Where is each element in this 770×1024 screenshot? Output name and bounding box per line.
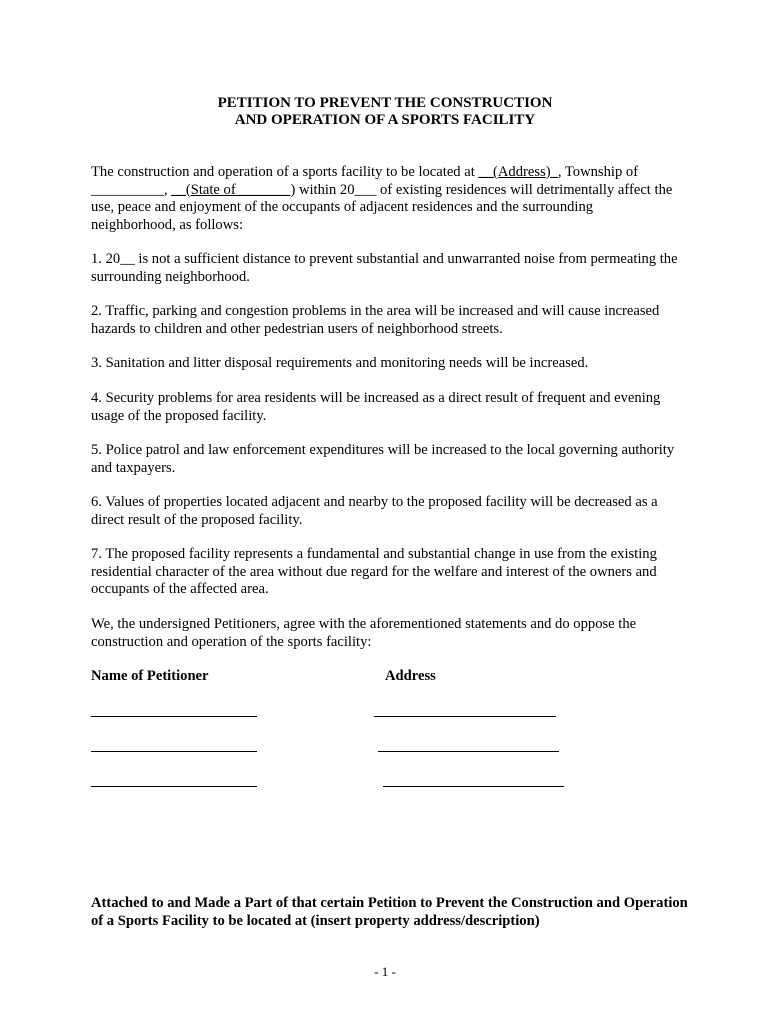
name-signature-line-1[interactable]: [91, 716, 257, 717]
name-column-header: Name of Petitioner: [91, 668, 209, 684]
agreement-paragraph: We, the undersigned Petitioners, agree with the aforementioned statements and do oppose the construction and operation of the sports facility:: [91, 616, 637, 650]
intro-text-4: ) within 20___ of existing residences will detrimentally affect the use, peace and enjoyment of the occupants of adjacent residences and the surrounding neighborhood, as follows:: [91, 181, 673, 233]
township-blank: __________: [91, 181, 164, 198]
item-1: 1. 20__ is not a sufficient distance to prevent substantial and unwarranted noise from permeating the surrounding neighborhood.: [91, 251, 678, 285]
address-signature-line-1[interactable]: [374, 716, 556, 717]
item-2: 2. Traffic, parking and congestion problems in the area will be increased and will cause increased hazards to children and other pedestrian users of neighborhood streets.: [91, 303, 660, 337]
address-signature-line-3[interactable]: [383, 786, 564, 787]
page-number: - 1 -: [374, 964, 396, 979]
intro-text-1: The construction and operation of a sports facility to be located at: [91, 164, 479, 180]
item-6: 6. Values of properties located adjacent and nearby to the proposed facility will be decreased as a direct result of the proposed facility.: [91, 494, 658, 528]
item-5: 5. Police patrol and law enforcement expenditures will be increased to the local governing authority and taxpayers.: [91, 442, 675, 476]
document-title-line-1: PETITION TO PREVENT THE CONSTRUCTION: [217, 95, 553, 111]
intro-paragraph: [91, 164, 681, 234]
address-blank: __(Address)_: [478, 164, 558, 180]
item-3: 3. Sanitation and litter disposal requirements and monitoring needs will be increased.: [91, 355, 589, 371]
address-signature-line-2[interactable]: [378, 751, 559, 752]
name-signature-line-2[interactable]: [91, 751, 257, 752]
intro-text-2: , Township of: [557, 164, 639, 180]
intro-text-3: ,: [163, 181, 172, 198]
document-title-line-2: AND OPERATION OF A SPORTS FACILITY: [234, 112, 536, 128]
attachment-statement: Attached to and Made a Part of that certain Petition to Prevent the Construction and Operation of a Sports Facility to be located at (insert property address/description): [91, 895, 688, 929]
item-7: 7. The proposed facility represents a fundamental and substantial change in use from the existing residential character of the area without due regard for the welfare and interest of the owners and occupants of the affected area.: [91, 546, 657, 597]
item-4: 4. Security problems for area residents will be increased as a direct result of frequent and evening usage of the proposed facility.: [91, 390, 661, 424]
name-signature-line-3[interactable]: [91, 786, 257, 787]
address-column-header: Address: [385, 668, 436, 684]
state-blank: __(State of _______: [171, 181, 291, 198]
